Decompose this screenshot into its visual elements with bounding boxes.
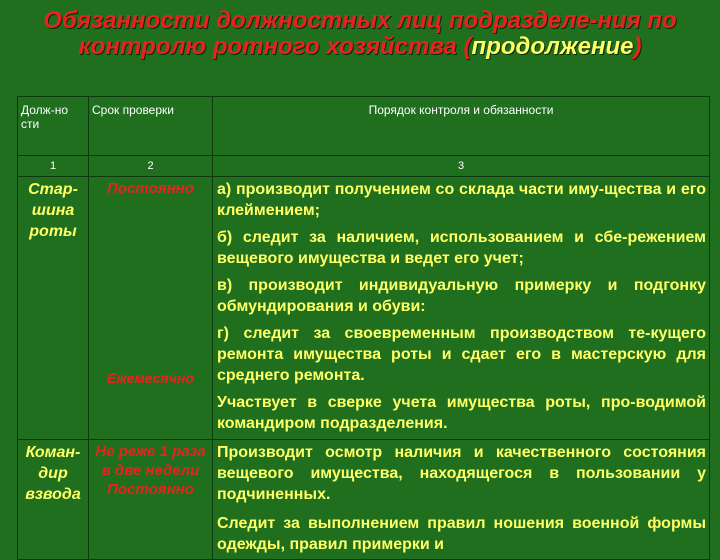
column-number: 3	[213, 156, 710, 177]
duties-cell	[213, 440, 710, 560]
table-row	[18, 440, 710, 560]
duty-item: в) производит индивидуальную примерку и подгонку обмундирования и обуви:	[217, 277, 706, 315]
duties-cell	[213, 177, 710, 440]
duty-item: а) производит получением со склада части иму-щества и его клеймением;	[217, 181, 706, 219]
term-monthly: Ежемесячно	[107, 370, 194, 386]
header-position: Долж-но сти	[18, 97, 89, 156]
duty-item: Участвует в сверке учета имущества роты, про-водимой командиром подразделения.	[217, 394, 706, 432]
duty-item: б) следит за наличием, использованием и сбе-режением вещевого имущества и ведет его учет;	[217, 229, 706, 267]
term-constantly: Постоянно	[107, 180, 194, 197]
role-sergeant-major: Стар- шина роты	[18, 177, 89, 440]
header-control-procedure: Порядок контроля и обязанности	[213, 97, 710, 156]
column-number: 1	[18, 156, 89, 177]
slide-title	[20, 8, 700, 60]
title-main: Обязанности должностных лиц подразделе-ния по контролю ротного хозяйства	[43, 7, 677, 60]
table-row	[18, 177, 710, 440]
term-cell	[89, 177, 213, 440]
term-constantly: Постоянно	[107, 481, 194, 498]
table-header-row	[18, 97, 710, 156]
title-paren-open: (	[463, 33, 472, 60]
column-number-row	[18, 156, 710, 177]
term-cell	[89, 440, 213, 560]
duty-item: г) следит за своевременным производством те-кущего ремонта имущества роты и сдает его в мастерскую для среднего ремонта.	[217, 325, 706, 384]
role-platoon-commander: Коман- дир взвода	[18, 440, 89, 560]
duty-item: Следит за выполнением правил ношения военной формы одежды, правил примерки и	[217, 515, 706, 553]
duty-item: Производит осмотр наличия и качественного состояния вещевого имущества, находящегося в пользовании у подчиненных.	[217, 444, 706, 503]
duties-table	[17, 96, 710, 560]
header-check-period: Срок проверки	[89, 97, 213, 156]
column-number: 2	[89, 156, 213, 177]
title-paren-close: )	[633, 33, 642, 60]
title-continuation: продолжение	[471, 33, 634, 60]
term-biweekly: Не реже 1 раза в две недели	[95, 443, 206, 479]
